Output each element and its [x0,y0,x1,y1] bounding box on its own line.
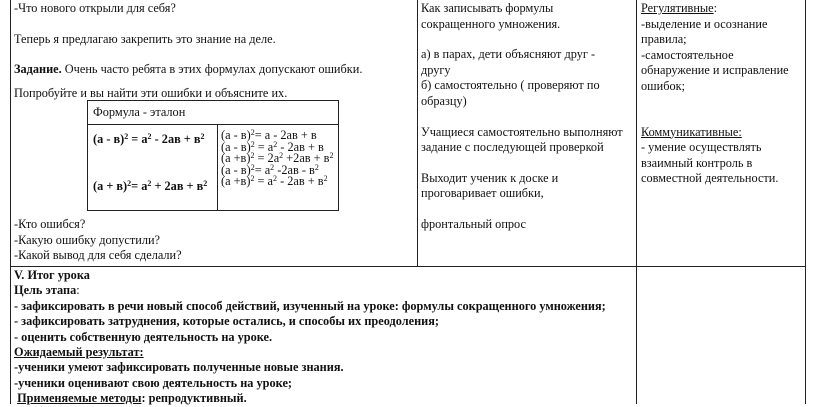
student-formula-row: $(а - в)^2 = а^2 - 2ав + в$ [221,139,324,154]
table-border-left [10,0,11,404]
goal-item: - оценить собственную деятельность на уроке. [14,329,273,344]
expected-item: -ученики умеют зафиксировать полученные новые знания. [14,360,344,375]
col3-line: -самостоятельное [641,47,734,62]
col2-line: сокращенного умножения. [421,16,561,31]
methods-line: Применяемые методы: репродуктивный. [17,391,247,406]
goal-heading: Цель этапа: [14,283,80,298]
cell-student-activity [421,1,633,233]
col2-line: проговаривает ошибки, [421,186,544,201]
reference-formulas [93,132,215,194]
task-paragraph [14,62,414,78]
col3-line: совместной деятельности. [641,171,779,186]
consolidate-text: Теперь я предлагаю закрепить это знание на деле. [14,31,276,46]
question-what-mistake: -Какую ошибку допустили? [14,232,161,247]
question-conclusion: -Какой вывод для себя сделали? [14,248,182,263]
reference-formula-plus: $(а + в)^2= а^2 + 2ав + в^2$ [93,178,208,193]
section-lesson-summary [14,268,634,407]
col3-line: ошибок; [641,78,685,93]
col2-line: а) в парах, дети объясняют друг - [421,47,596,62]
cell-teacher-activity [14,1,414,101]
col3-line: -выделение и осознание [641,16,768,31]
student-formula-row: (а - в)$^2$= а - 2ав + в [221,128,317,142]
expected-result-heading: Ожидаемый результат: [14,345,144,360]
formula-table [87,100,339,211]
section-title: V. Итог урока [14,268,90,282]
student-formula-row: $(а +в)^2 = 2а^2 +2ав + в^2$ [221,151,334,165]
cell-learning-outcomes [641,1,803,187]
find-errors-text: Попробуйте и вы найти эти ошибки и объясните их. [14,85,288,100]
student-formulas [221,130,336,188]
regulative-heading: Регулятивные: [641,1,718,15]
task-text: Очень часто ребята в этих формулах допускают ошибки. [61,62,363,77]
col2-line: Выходит ученик к доске и [421,170,559,185]
col2-line: Учащиеся самостоятельно выполняют [421,124,623,139]
col3-line: правила; [641,32,687,47]
col2-line: Как записывать формулы [421,1,554,15]
col3-line: - умение осуществлять [641,140,762,155]
table-divider-col1 [417,0,418,266]
reflection-questions [14,217,414,264]
col3-line: обнаружение и исправление [641,63,789,78]
goal-item: - зафиксировать затруднения, которые остались, и способы их преодоления; [14,314,439,329]
formula-table-header [88,101,338,125]
expected-item: -ученики оценивают свою деятельность на уроке; [14,375,293,390]
question-what-new: -Что нового открыли для себя? [14,1,176,15]
communicative-heading: Коммуникативные: [641,124,742,139]
student-formula-row: $(а - в)^2= а^2$ $-2ав - в^2$ [221,162,319,177]
col2-line: фронтальный опрос [421,216,526,231]
table-border-right [805,0,806,404]
table-row-divider [10,266,806,267]
formula-table-divider [217,125,218,210]
col2-line: задание с последующей проверкой [421,140,604,155]
col2-line: б) самостоятельно ( проверяют по [421,78,600,93]
task-label: Задание. [14,62,62,77]
student-formula-row: $(а +в)^2 = а^2 - 2ав + в^2$ [221,174,328,188]
question-who-erred: -Кто ошибся? [14,217,86,231]
goal-item: - зафиксировать в речи новый способ действий, изученный на уроке: формулы сокращенного умножения; [14,298,606,313]
table-divider-col2 [636,0,637,404]
reference-formula-minus: $(а - в)^2 = а^2 - 2ав + в^2$ [93,132,205,146]
col2-line: другу [421,62,451,77]
col3-line: взаимный контроль в [641,155,753,170]
col2-line: образцу) [421,93,467,108]
formula-table-header-label: Формула - эталон [93,105,186,119]
